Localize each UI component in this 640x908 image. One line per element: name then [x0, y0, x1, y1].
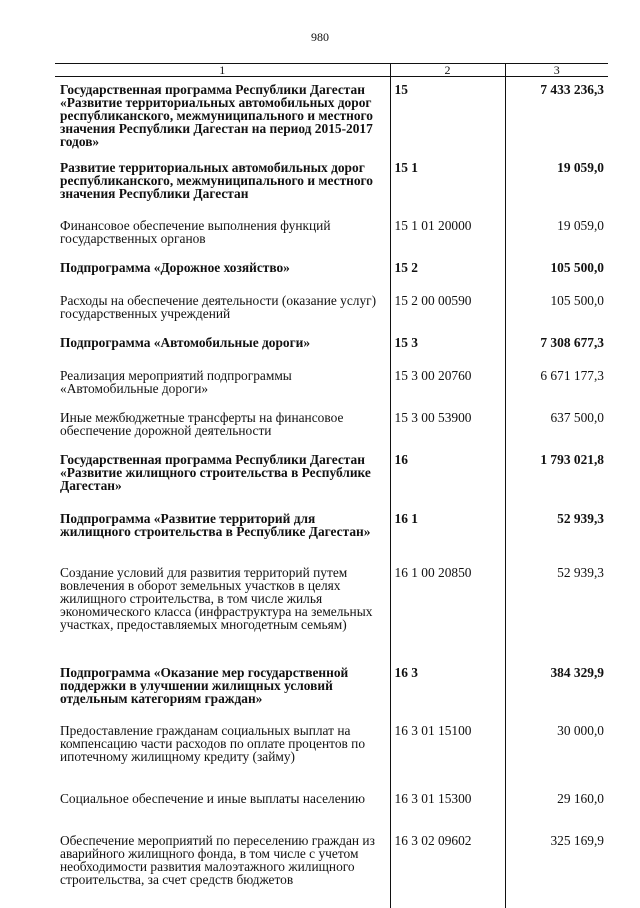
row-code: 16 1 00 20850 [390, 560, 505, 660]
row-amount: 19 059,0 [505, 213, 608, 255]
table-header-row [55, 64, 608, 77]
row-code: 16 3 [390, 660, 505, 718]
row-code: 15 2 [390, 255, 505, 288]
row-name: Создание условий для развития территорий путем вовлечения в оборот земельных участков в целях жилищного строительства, в том числе жилья экономического класса (инфраструктура на земельных участках, предоставляемых многодетным семьям) [60, 565, 373, 632]
row-amount: 52 939,3 [505, 506, 608, 560]
row-amount: 105 500,0 [505, 288, 608, 330]
row-name: Подпрограмма «Дорожное хозяйство» [60, 260, 290, 275]
table-row [55, 786, 608, 828]
row-code: 15 1 [390, 155, 505, 213]
row-name: Социальное обеспечение и иные выплаты населению [60, 791, 365, 806]
table-row [55, 213, 608, 255]
row-amount: 384 329,9 [505, 660, 608, 718]
row-amount: 19 059,0 [505, 155, 608, 213]
row-name: Предоставление гражданам социальных выплат на компенсацию части расходов по оплате процентов по ипотечному жилищному кредиту (займу) [60, 723, 366, 764]
table-row [55, 77, 608, 156]
table-row [55, 560, 608, 660]
row-name: Финансовое обеспечение выполнения функций государственных органов [60, 218, 331, 246]
row-code: 16 1 [390, 506, 505, 560]
table-row [55, 330, 608, 363]
row-name: Развитие территориальных автомобильных дорог республиканского, межмуниципального и местного значения Республики Дагестан [60, 160, 373, 201]
budget-table [55, 63, 608, 908]
column-header-3: 3 [505, 64, 608, 77]
column-header-1: 1 [55, 64, 390, 77]
table-row [55, 363, 608, 405]
row-code: 15 1 01 20000 [390, 213, 505, 255]
row-code: 15 [390, 77, 505, 156]
row-code: 15 3 00 53900 [390, 405, 505, 447]
row-code: 16 [390, 447, 505, 506]
row-name: Подпрограмма «Автомобильные дороги» [60, 335, 311, 350]
row-amount: 7 433 236,3 [505, 77, 608, 156]
row-name: Государственная программа Республики Дагестан «Развитие территориальных автомобильных дорог республиканского, межмуниципального и местного значения Республики Дагестан на период 2015-2017 годов» [60, 82, 373, 149]
row-code: 15 3 [390, 330, 505, 363]
table-row [55, 155, 608, 213]
column-header-2: 2 [390, 64, 505, 77]
row-name: Государственная программа Республики Дагестан «Развитие жилищного строительства в Республике Дагестан» [60, 452, 371, 493]
row-code: 15 3 00 20760 [390, 363, 505, 405]
row-code: 16 3 02 09602 [390, 828, 505, 908]
row-code: 16 3 01 15100 [390, 718, 505, 786]
row-code: 15 2 00 00590 [390, 288, 505, 330]
row-amount: 6 671 177,3 [505, 363, 608, 405]
row-amount: 30 000,0 [505, 718, 608, 786]
row-amount: 325 169,9 [505, 828, 608, 908]
table-row [55, 405, 608, 447]
row-amount: 29 160,0 [505, 786, 608, 828]
row-amount: 637 500,0 [505, 405, 608, 447]
table-row [55, 506, 608, 560]
table-row [55, 660, 608, 718]
row-code: 16 3 01 15300 [390, 786, 505, 828]
row-name: Подпрограмма «Оказание мер государственной поддержки в улучшении жилищных условий отдельным категориям граждан» [60, 665, 349, 706]
row-name: Расходы на обеспечение деятельности (оказание услуг) государственных учреждений [60, 293, 377, 321]
row-name: Подпрограмма «Развитие территорий для жилищного строительства в Республике Дагестан» [60, 511, 371, 539]
table-row [55, 718, 608, 786]
table-row [55, 828, 608, 908]
table-row [55, 447, 608, 506]
table-row [55, 288, 608, 330]
row-amount: 105 500,0 [505, 255, 608, 288]
row-name: Иные межбюджетные трансферты на финансовое обеспечение дорожной деятельности [60, 410, 344, 438]
row-amount: 52 939,3 [505, 560, 608, 660]
row-amount: 7 308 677,3 [505, 330, 608, 363]
row-name: Обеспечение мероприятий по переселению граждан из аварийного жилищного фонда, в том числе с учетом необходимости развития малоэтажного жилищного строительства, за счет средств бюджетов [60, 833, 375, 887]
row-amount: 1 793 021,8 [505, 447, 608, 506]
page-number: 980 [311, 30, 329, 44]
table-row [55, 255, 608, 288]
row-name: Реализация мероприятий подпрограммы «Автомобильные дороги» [60, 368, 292, 396]
